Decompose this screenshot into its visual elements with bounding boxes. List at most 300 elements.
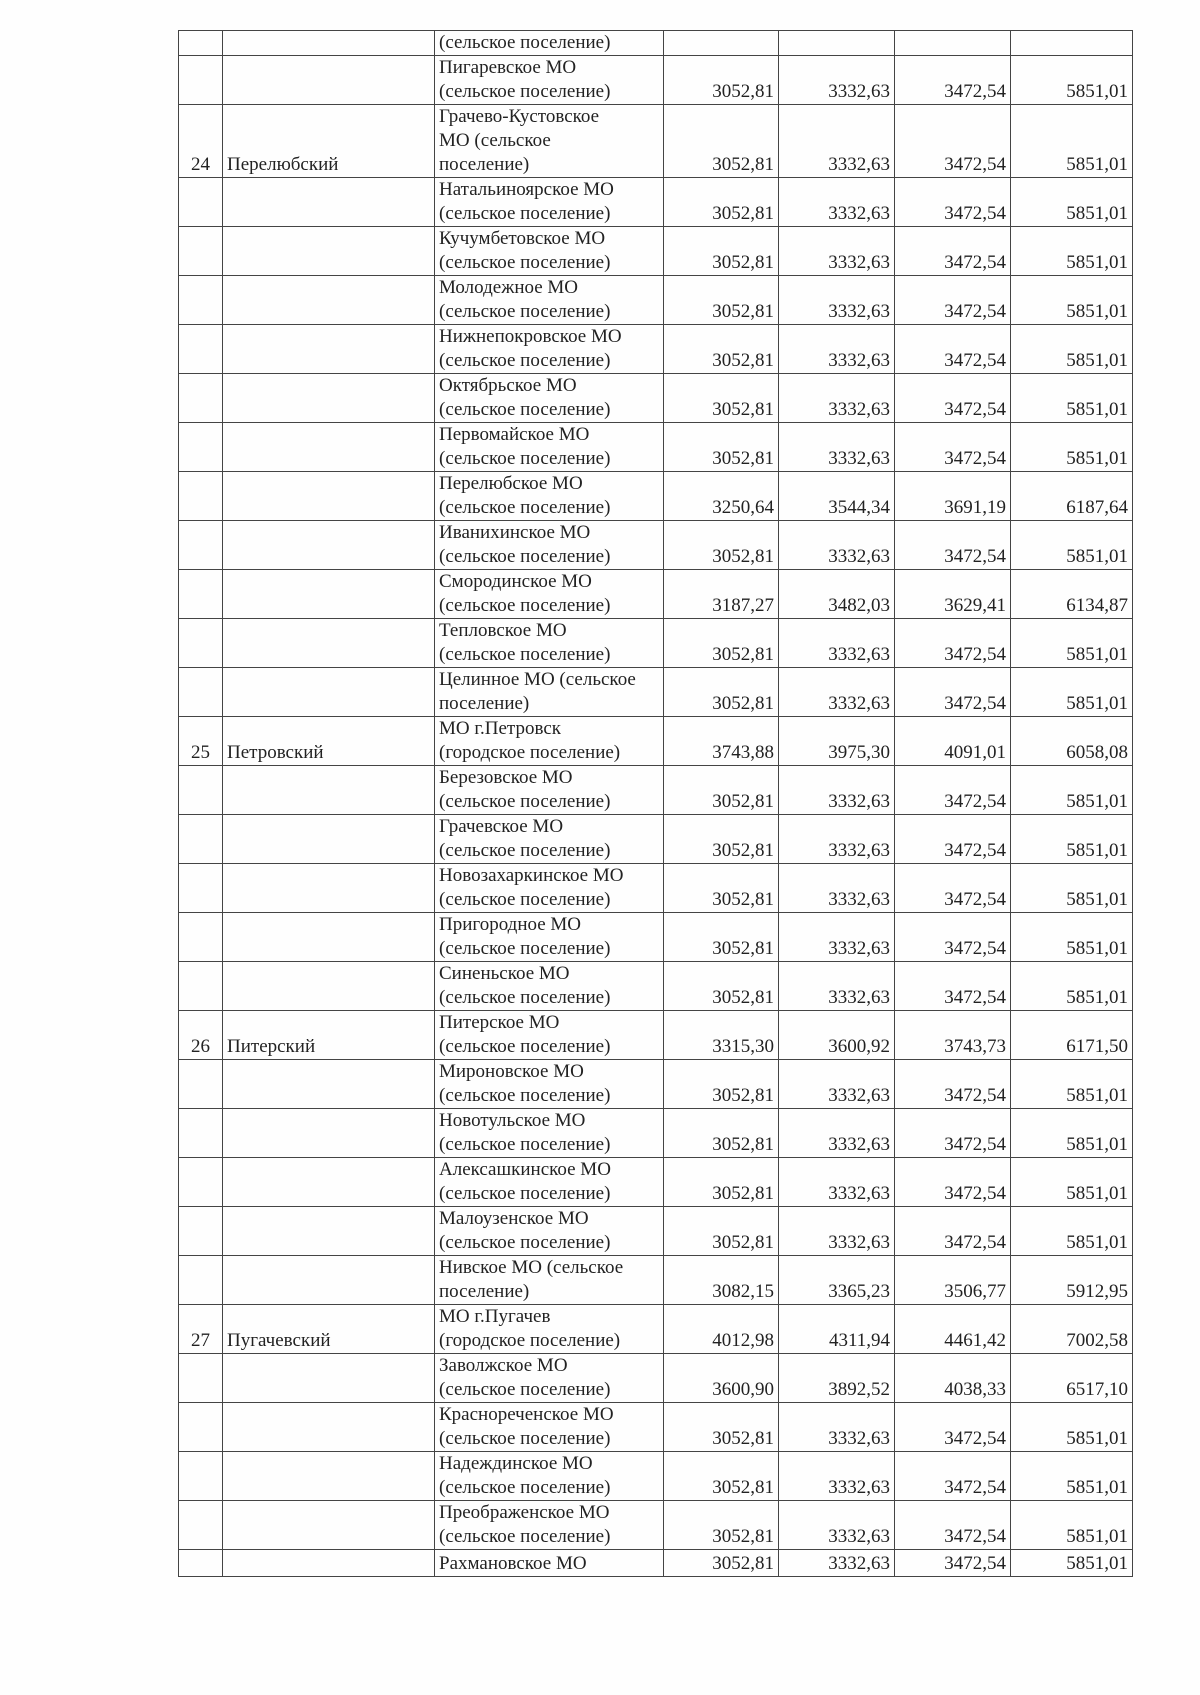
- district-cell: [223, 1550, 435, 1577]
- municipality-text: Питерское МО (сельское поселение): [439, 1012, 611, 1057]
- value-3-text: 4091,01: [944, 742, 1006, 763]
- value-3-cell: [895, 472, 1011, 521]
- municipality-text: Синеньское МО (сельское поселение): [439, 963, 611, 1008]
- municipality-text: Нижнепокровское МО (сельское поселение): [439, 326, 622, 371]
- value-4-text: 5851,01: [1066, 350, 1128, 371]
- value-4-text: 5851,01: [1066, 1428, 1128, 1449]
- district-cell: [223, 227, 435, 276]
- value-3-cell: [895, 1354, 1011, 1403]
- table-row: [179, 1305, 1133, 1354]
- row-number-cell: [179, 1452, 223, 1501]
- value-2-text: 3332,63: [828, 1428, 890, 1449]
- value-2-text: 4311,94: [828, 1330, 890, 1351]
- value-1-cell: [664, 1403, 779, 1452]
- municipality-cell: [435, 815, 664, 864]
- value-2-text: 3332,63: [828, 938, 890, 959]
- value-4-text: 5851,01: [1066, 1477, 1128, 1498]
- value-4-text: 5851,01: [1066, 1526, 1128, 1547]
- value-3-text: 3472,54: [944, 252, 1006, 273]
- value-4-cell: [1011, 913, 1133, 962]
- value-4-cell: [1011, 374, 1133, 423]
- value-3-text: 3472,54: [944, 1477, 1006, 1498]
- value-1-cell: [664, 374, 779, 423]
- value-2-text: 3332,63: [828, 154, 890, 175]
- district-cell: [223, 1403, 435, 1452]
- value-4-text: 6171,50: [1066, 1036, 1128, 1057]
- value-2-cell: [779, 1011, 895, 1060]
- value-2-cell: [779, 619, 895, 668]
- value-2-cell: [779, 1207, 895, 1256]
- table-row: [179, 374, 1133, 423]
- municipality-text: Преображенское МО (сельское поселение): [439, 1502, 611, 1547]
- value-4-text: 5851,01: [1066, 987, 1128, 1008]
- municipality-text: Натальиноярское МО (сельское поселение): [439, 179, 614, 224]
- value-2-cell: [779, 717, 895, 766]
- value-1-cell: [664, 1060, 779, 1109]
- value-1-cell: [664, 1550, 779, 1577]
- value-4-cell: [1011, 325, 1133, 374]
- row-number-cell: [179, 1256, 223, 1305]
- value-4-text: 5851,01: [1066, 1232, 1128, 1253]
- value-1-cell: [664, 31, 779, 56]
- district-cell: [223, 325, 435, 374]
- row-number-cell: [179, 227, 223, 276]
- value-3-text: 4038,33: [944, 1379, 1006, 1400]
- value-4-cell: [1011, 570, 1133, 619]
- municipality-text: Мироновское МО (сельское поселение): [439, 1061, 611, 1106]
- value-1-text: 3052,81: [712, 938, 774, 959]
- value-1-text: 3052,81: [712, 448, 774, 469]
- value-1-text: 3052,81: [712, 81, 774, 102]
- municipality-cell: [435, 276, 664, 325]
- district-cell: [223, 570, 435, 619]
- value-3-text: 3472,54: [944, 1428, 1006, 1449]
- value-3-cell: [895, 619, 1011, 668]
- value-4-cell: [1011, 1403, 1133, 1452]
- value-4-text: 5851,01: [1066, 938, 1128, 959]
- value-3-cell: [895, 1207, 1011, 1256]
- value-2-cell: [779, 105, 895, 178]
- value-3-cell: [895, 570, 1011, 619]
- municipality-cell: [435, 178, 664, 227]
- value-2-text: 3332,63: [828, 987, 890, 1008]
- municipality-cell: [435, 1501, 664, 1550]
- table-row: [179, 423, 1133, 472]
- row-number-cell: [179, 1305, 223, 1354]
- value-4-cell: [1011, 472, 1133, 521]
- municipality-text: Кучумбетовское МО (сельское поселение): [439, 228, 611, 273]
- value-2-cell: [779, 570, 895, 619]
- value-4-cell: [1011, 1109, 1133, 1158]
- value-2-cell: [779, 913, 895, 962]
- value-4-text: 5851,01: [1066, 840, 1128, 861]
- row-number-cell: [179, 521, 223, 570]
- municipality-text: Заволжское МО (сельское поселение): [439, 1355, 611, 1400]
- value-3-cell: [895, 1109, 1011, 1158]
- value-3-text: 3472,54: [944, 693, 1006, 714]
- district-cell: [223, 815, 435, 864]
- value-3-text: 3472,54: [944, 81, 1006, 102]
- value-3-text: 3472,54: [944, 301, 1006, 322]
- value-2-text: 3332,63: [828, 791, 890, 812]
- value-3-cell: [895, 1158, 1011, 1207]
- row-number-cell: [179, 962, 223, 1011]
- value-2-cell: [779, 815, 895, 864]
- district-text: Питерский: [227, 1036, 316, 1057]
- row-number-text: 25: [191, 742, 210, 763]
- value-2-text: 3332,63: [828, 1232, 890, 1253]
- row-number-cell: [179, 1158, 223, 1207]
- value-4-text: 5912,95: [1066, 1281, 1128, 1302]
- value-1-text: 3315,30: [712, 1036, 774, 1057]
- value-1-cell: [664, 56, 779, 105]
- value-4-cell: [1011, 815, 1133, 864]
- table-row: [179, 913, 1133, 962]
- value-3-cell: [895, 962, 1011, 1011]
- value-2-text: 3332,63: [828, 301, 890, 322]
- value-2-cell: [779, 423, 895, 472]
- district-cell: [223, 56, 435, 105]
- row-number-text: 24: [191, 154, 210, 175]
- value-2-text: 3332,63: [828, 840, 890, 861]
- value-4-cell: [1011, 423, 1133, 472]
- district-cell: [223, 1305, 435, 1354]
- value-4-cell: [1011, 105, 1133, 178]
- value-3-cell: [895, 717, 1011, 766]
- value-1-text: 3052,81: [712, 1526, 774, 1547]
- value-1-cell: [664, 913, 779, 962]
- table-row: [179, 815, 1133, 864]
- district-cell: [223, 1452, 435, 1501]
- municipality-text: Молодежное МО (сельское поселение): [439, 277, 611, 322]
- row-number-cell: [179, 178, 223, 227]
- value-1-cell: [664, 1452, 779, 1501]
- municipality-text: (сельское поселение): [439, 32, 611, 53]
- tariff-table: [178, 30, 1133, 1577]
- district-cell: [223, 521, 435, 570]
- row-number-cell: [179, 31, 223, 56]
- municipality-text: Грачевское МО (сельское поселение): [439, 816, 611, 861]
- row-number-cell: [179, 1011, 223, 1060]
- municipality-text: Рахмановское МО: [439, 1553, 587, 1574]
- municipality-cell: [435, 325, 664, 374]
- district-cell: [223, 423, 435, 472]
- table-row: [179, 570, 1133, 619]
- value-3-text: 3472,54: [944, 1526, 1006, 1547]
- district-cell: [223, 276, 435, 325]
- value-4-text: 5851,01: [1066, 301, 1128, 322]
- municipality-cell: [435, 1109, 664, 1158]
- value-1-text: 3052,81: [712, 840, 774, 861]
- value-1-text: 3052,81: [712, 154, 774, 175]
- municipality-text: Алексашкинское МО (сельское поселение): [439, 1159, 611, 1204]
- value-1-cell: [664, 668, 779, 717]
- value-1-cell: [664, 1256, 779, 1305]
- value-1-text: 3052,81: [712, 252, 774, 273]
- value-2-text: 3544,34: [828, 497, 890, 518]
- row-number-cell: [179, 325, 223, 374]
- value-4-cell: [1011, 1060, 1133, 1109]
- value-3-cell: [895, 1011, 1011, 1060]
- value-3-cell: [895, 325, 1011, 374]
- value-4-text: 5851,01: [1066, 203, 1128, 224]
- value-4-cell: [1011, 962, 1133, 1011]
- value-4-cell: [1011, 1452, 1133, 1501]
- value-2-text: 3332,63: [828, 693, 890, 714]
- value-4-cell: [1011, 1207, 1133, 1256]
- value-4-cell: [1011, 717, 1133, 766]
- value-1-text: 3052,81: [712, 1553, 774, 1574]
- value-1-cell: [664, 864, 779, 913]
- value-3-cell: [895, 815, 1011, 864]
- municipality-text: Октябрьское МО (сельское поселение): [439, 375, 611, 420]
- district-cell: [223, 1256, 435, 1305]
- value-2-text: 3332,63: [828, 644, 890, 665]
- value-3-text: 3472,54: [944, 1134, 1006, 1155]
- value-1-cell: [664, 619, 779, 668]
- table-row: [179, 276, 1133, 325]
- municipality-text: Надеждинское МО (сельское поселение): [439, 1453, 611, 1498]
- value-4-cell: [1011, 1354, 1133, 1403]
- value-1-text: 3052,81: [712, 693, 774, 714]
- table-row: [179, 717, 1133, 766]
- value-1-text: 3052,81: [712, 1232, 774, 1253]
- row-number-cell: [179, 1501, 223, 1550]
- value-2-cell: [779, 56, 895, 105]
- row-number-cell: [179, 472, 223, 521]
- value-2-text: 3332,63: [828, 546, 890, 567]
- value-3-text: 3472,54: [944, 154, 1006, 175]
- municipality-cell: [435, 105, 664, 178]
- value-1-cell: [664, 227, 779, 276]
- value-4-text: 5851,01: [1066, 154, 1128, 175]
- table-row: [179, 668, 1133, 717]
- value-3-cell: [895, 913, 1011, 962]
- municipality-cell: [435, 570, 664, 619]
- municipality-text: Целинное МО (сельское поселение): [439, 669, 636, 714]
- value-2-cell: [779, 1158, 895, 1207]
- table-row: [179, 864, 1133, 913]
- value-2-text: 3482,03: [828, 595, 890, 616]
- value-2-cell: [779, 1403, 895, 1452]
- value-1-cell: [664, 766, 779, 815]
- value-2-text: 3332,63: [828, 1183, 890, 1204]
- value-1-text: 3600,90: [712, 1379, 774, 1400]
- table-row: [179, 1158, 1133, 1207]
- value-4-text: 5851,01: [1066, 791, 1128, 812]
- value-4-cell: [1011, 1011, 1133, 1060]
- value-3-cell: [895, 276, 1011, 325]
- value-3-text: 3472,54: [944, 987, 1006, 1008]
- value-2-cell: [779, 31, 895, 56]
- table-row: [179, 105, 1133, 178]
- row-number-cell: [179, 1060, 223, 1109]
- value-1-text: 3052,81: [712, 301, 774, 322]
- value-2-cell: [779, 472, 895, 521]
- value-3-text: 3691,19: [944, 497, 1006, 518]
- value-4-cell: [1011, 1305, 1133, 1354]
- district-cell: [223, 374, 435, 423]
- municipality-cell: [435, 1060, 664, 1109]
- value-2-text: 3332,63: [828, 252, 890, 273]
- value-2-cell: [779, 276, 895, 325]
- value-3-cell: [895, 178, 1011, 227]
- value-3-text: 3472,54: [944, 840, 1006, 861]
- value-3-text: 3472,54: [944, 203, 1006, 224]
- district-cell: [223, 1501, 435, 1550]
- value-2-text: 3332,63: [828, 1085, 890, 1106]
- value-1-text: 3052,81: [712, 1085, 774, 1106]
- value-4-cell: [1011, 1158, 1133, 1207]
- table-row: [179, 1060, 1133, 1109]
- value-2-cell: [779, 1550, 895, 1577]
- value-3-cell: [895, 864, 1011, 913]
- value-2-cell: [779, 1501, 895, 1550]
- value-3-text: 3629,41: [944, 595, 1006, 616]
- value-4-text: 5851,01: [1066, 693, 1128, 714]
- value-2-cell: [779, 1354, 895, 1403]
- district-cell: [223, 766, 435, 815]
- municipality-text: Краснореченское МО (сельское поселение): [439, 1404, 614, 1449]
- value-2-text: 3332,63: [828, 350, 890, 371]
- table-row: [179, 1501, 1133, 1550]
- value-3-text: 3743,73: [944, 1036, 1006, 1057]
- row-number-cell: [179, 1403, 223, 1452]
- value-3-cell: [895, 1403, 1011, 1452]
- value-3-text: 3472,54: [944, 938, 1006, 959]
- municipality-text: Перелюбское МО (сельское поселение): [439, 473, 611, 518]
- value-4-cell: [1011, 521, 1133, 570]
- table-row: [179, 325, 1133, 374]
- value-1-cell: [664, 1501, 779, 1550]
- value-1-cell: [664, 178, 779, 227]
- value-1-cell: [664, 423, 779, 472]
- value-4-cell: [1011, 1256, 1133, 1305]
- value-3-cell: [895, 521, 1011, 570]
- row-number-cell: [179, 105, 223, 178]
- value-4-text: 6517,10: [1066, 1379, 1128, 1400]
- municipality-text: Пригородное МО (сельское поселение): [439, 914, 611, 959]
- value-3-cell: [895, 227, 1011, 276]
- value-1-text: 3052,81: [712, 987, 774, 1008]
- value-2-text: 3332,63: [828, 399, 890, 420]
- value-2-cell: [779, 1256, 895, 1305]
- value-4-cell: [1011, 766, 1133, 815]
- value-1-cell: [664, 325, 779, 374]
- table-row: [179, 227, 1133, 276]
- value-1-text: 3082,15: [712, 1281, 774, 1302]
- value-4-cell: [1011, 178, 1133, 227]
- municipality-cell: [435, 864, 664, 913]
- district-cell: [223, 1158, 435, 1207]
- row-number-cell: [179, 1109, 223, 1158]
- value-3-text: 3472,54: [944, 399, 1006, 420]
- row-number-text: 27: [191, 1330, 210, 1351]
- value-1-text: 3052,81: [712, 350, 774, 371]
- municipality-text: МО г.Пугачев (городское поселение): [439, 1306, 621, 1351]
- municipality-cell: [435, 423, 664, 472]
- table-row: [179, 472, 1133, 521]
- municipality-text: Смородинское МО (сельское поселение): [439, 571, 611, 616]
- value-2-text: 3600,92: [828, 1036, 890, 1057]
- municipality-text: Малоузенское МО (сельское поселение): [439, 1208, 611, 1253]
- municipality-cell: [435, 1207, 664, 1256]
- value-1-text: 3052,81: [712, 1428, 774, 1449]
- municipality-cell: [435, 962, 664, 1011]
- value-4-text: 5851,01: [1066, 889, 1128, 910]
- value-1-text: 3052,81: [712, 1477, 774, 1498]
- value-4-text: 5851,01: [1066, 644, 1128, 665]
- value-4-cell: [1011, 31, 1133, 56]
- value-4-cell: [1011, 227, 1133, 276]
- value-2-cell: [779, 178, 895, 227]
- value-2-text: 3332,63: [828, 1134, 890, 1155]
- value-1-cell: [664, 1305, 779, 1354]
- value-3-cell: [895, 56, 1011, 105]
- row-number-text: 26: [191, 1036, 210, 1057]
- municipality-cell: [435, 472, 664, 521]
- value-1-cell: [664, 276, 779, 325]
- municipality-cell: [435, 913, 664, 962]
- value-3-text: 3472,54: [944, 350, 1006, 371]
- value-4-text: 7002,58: [1066, 1330, 1128, 1351]
- value-2-text: 3332,63: [828, 1553, 890, 1574]
- district-cell: [223, 717, 435, 766]
- table-row: [179, 1354, 1133, 1403]
- value-1-cell: [664, 1207, 779, 1256]
- value-3-text: 3472,54: [944, 889, 1006, 910]
- value-2-cell: [779, 766, 895, 815]
- municipality-text: Тепловское МО (сельское поселение): [439, 620, 611, 665]
- value-3-cell: [895, 374, 1011, 423]
- value-1-text: 3250,64: [712, 497, 774, 518]
- table-row: [179, 619, 1133, 668]
- value-2-cell: [779, 962, 895, 1011]
- value-3-text: 3472,54: [944, 1183, 1006, 1204]
- value-2-text: 3365,23: [828, 1281, 890, 1302]
- row-number-cell: [179, 717, 223, 766]
- municipality-cell: [435, 227, 664, 276]
- municipality-cell: [435, 1403, 664, 1452]
- table-row: [179, 1403, 1133, 1452]
- table-row: [179, 1256, 1133, 1305]
- value-2-text: 3332,63: [828, 1477, 890, 1498]
- value-2-text: 3332,63: [828, 889, 890, 910]
- value-4-text: 6058,08: [1066, 742, 1128, 763]
- value-4-cell: [1011, 1550, 1133, 1577]
- value-1-cell: [664, 570, 779, 619]
- value-4-text: 5851,01: [1066, 1183, 1128, 1204]
- row-number-cell: [179, 1550, 223, 1577]
- value-3-text: 3472,54: [944, 1232, 1006, 1253]
- value-3-cell: [895, 1452, 1011, 1501]
- row-number-cell: [179, 423, 223, 472]
- value-4-text: 5851,01: [1066, 1553, 1128, 1574]
- municipality-cell: [435, 619, 664, 668]
- municipality-cell: [435, 374, 664, 423]
- municipality-text: Пигаревское МО (сельское поселение): [439, 57, 611, 102]
- value-4-text: 5851,01: [1066, 81, 1128, 102]
- value-3-cell: [895, 1060, 1011, 1109]
- value-4-text: 5851,01: [1066, 399, 1128, 420]
- value-4-cell: [1011, 56, 1133, 105]
- value-2-cell: [779, 325, 895, 374]
- table-row: [179, 521, 1133, 570]
- value-2-cell: [779, 864, 895, 913]
- value-1-text: 4012,98: [712, 1330, 774, 1351]
- table-body: [179, 31, 1133, 1577]
- value-2-text: 3975,30: [828, 742, 890, 763]
